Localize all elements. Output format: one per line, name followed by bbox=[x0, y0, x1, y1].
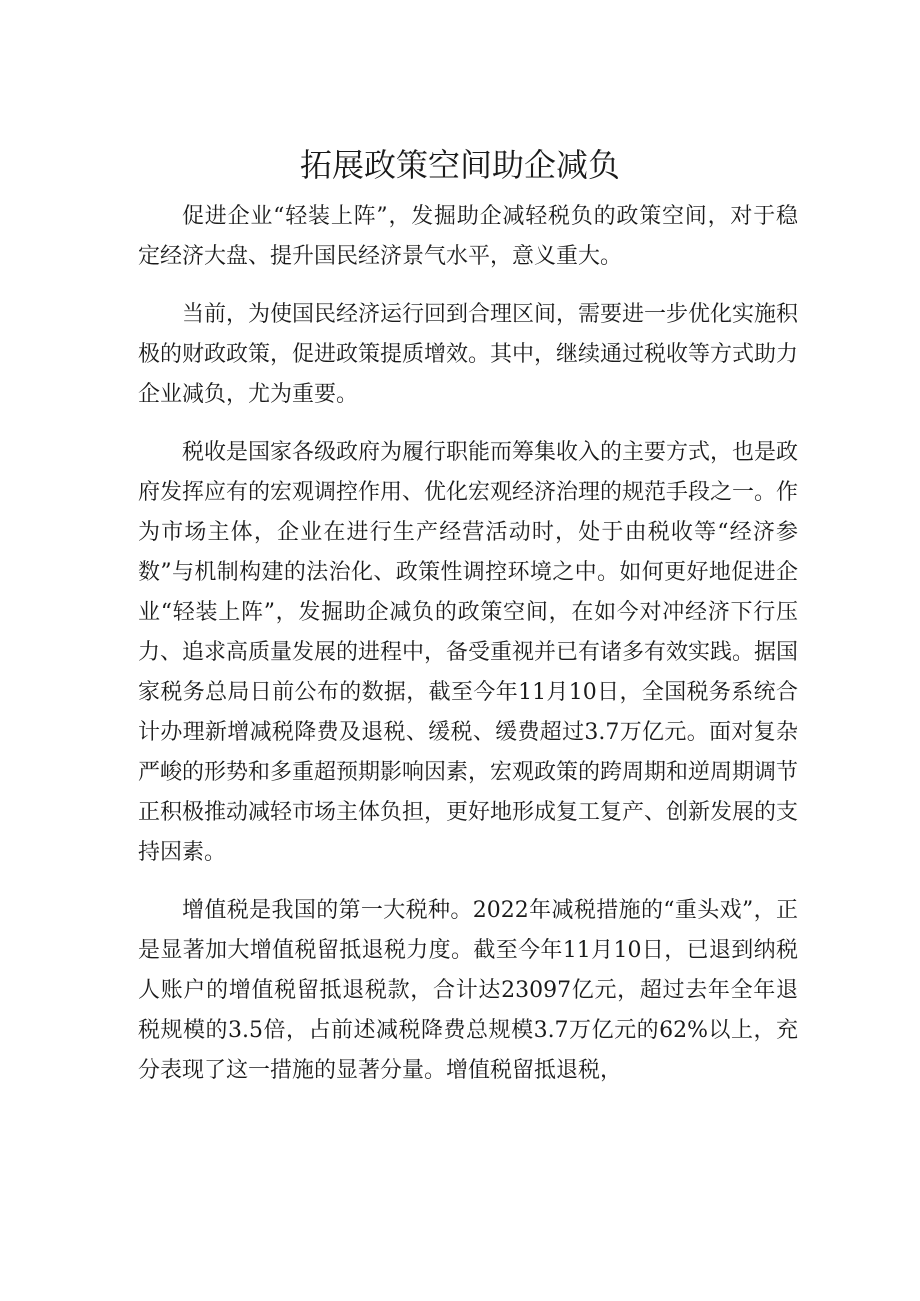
page-title: 拓展政策空间助企减负 bbox=[299, 146, 620, 184]
paragraph-4: 增值税是我国的第一大税种。2022年减税措施的“重头戏”，正是显著加大增值税留抵退税力度。截至今年11月10日，已退到纳税人账户的增值税留抵退税款，合计达23097亿元，超过去年全年退税规模的3.5倍，占前述减税降费总规模3.7万亿元的62%以上，充分表现了这一措施的显著分量。增值税留抵退税， bbox=[138, 898, 798, 1083]
paragraph-1: 促进企业“轻装上阵”，发掘助企减轻税负的政策空间，对于稳定经济大盘、提升国民经济景气水平，意义重大。 bbox=[138, 204, 798, 269]
paragraph-3: 税收是国家各级政府为履行职能而筹集收入的主要方式，也是政府发挥应有的宏观调控作用、优化宏观经济治理的规范手段之一。作为市场主体，企业在进行生产经营活动时，处于由税收等“经济参数”与机制构建的法治化、政策性调控环境之中。如何更好地促进企业“轻装上阵”，发掘助企减负的政策空间，在如今对冲经济下行压力、追求高质量发展的进程中，备受重视并已有诸多有效实践。据国家税务总局日前公布的数据，截至今年11月10日，全国税务系统合计办理新增减税降费及退税、缓税、缓费超过3.7万亿元。面对复杂严峻的形势和多重超预期影响因素，宏观政策的跨周期和逆周期调节正积极推动减轻市场主体负担，更好地形成复工复产、创新发展的支持因素。 bbox=[138, 440, 799, 865]
paragraph-2: 当前，为使国民经济运行回到合理区间，需要进一步优化实施积极的财政政策，促进政策提质增效。其中，继续通过税收等方式助力企业减负，尤为重要。 bbox=[138, 302, 799, 407]
article-body bbox=[138, 197, 798, 1109]
